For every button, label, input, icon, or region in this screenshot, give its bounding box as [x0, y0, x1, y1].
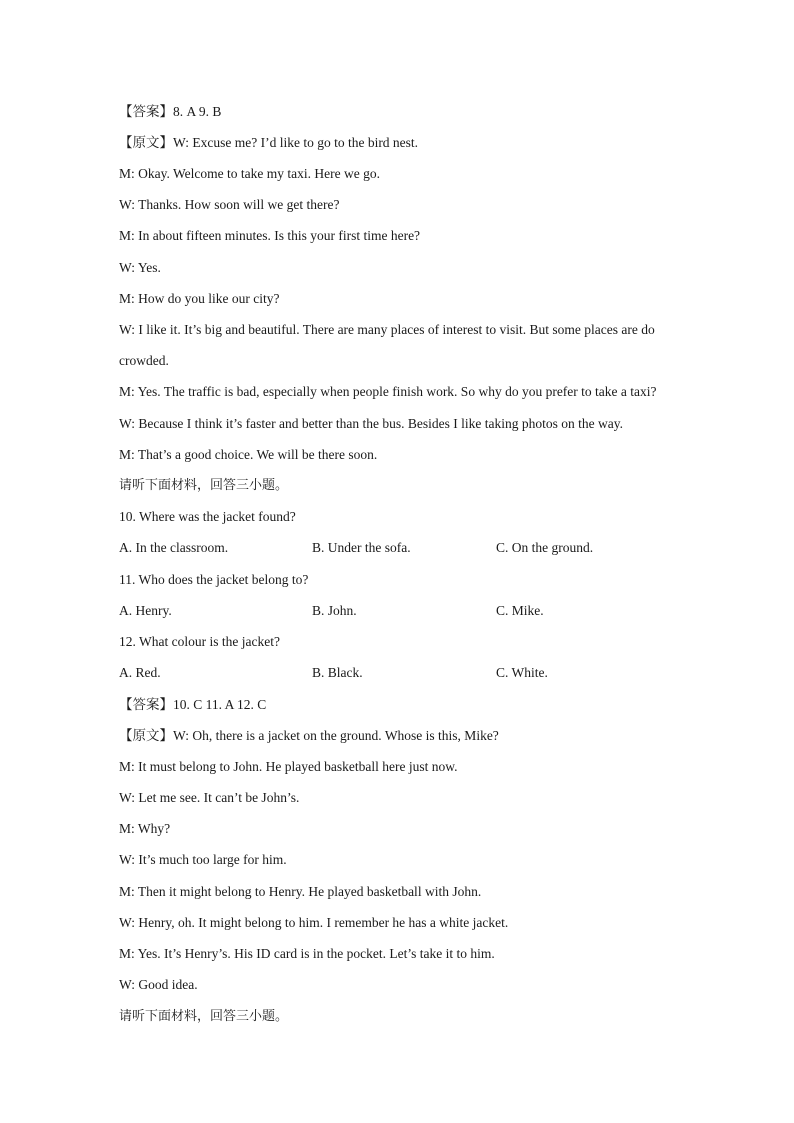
options-row-11 — [119, 601, 679, 621]
transcript-line: M: Okay. Welcome to take my taxi. Here we go. — [119, 166, 380, 181]
option-b: B. John. — [312, 603, 357, 618]
transcript-line: M: That’s a good choice. We will be there soon. — [119, 447, 378, 462]
question-12: 12. What colour is the jacket? — [119, 634, 280, 649]
transcript-line: W: Yes. — [119, 260, 161, 275]
transcript-line: W: Good idea. — [119, 977, 198, 992]
transcript-line: W: Thanks. How soon will we get there? — [119, 197, 340, 212]
transcript-line: M: It must belong to John. He played basketball here just now. — [119, 759, 458, 774]
option-b: B. Black. — [312, 665, 363, 680]
option-a: A. Henry. — [119, 603, 172, 618]
answer-line-10-12: 【答案】10. C 11. A 12. C — [119, 697, 267, 712]
options-row-10 — [119, 538, 679, 558]
question-10: 10. Where was the jacket found? — [119, 509, 296, 524]
transcript-line: M: In about fifteen minutes. Is this your first time here? — [119, 228, 421, 243]
section-instruction: 请听下面材料，回答三小题。 — [119, 1009, 289, 1024]
transcript-line: M: Then it might belong to Henry. He played basketball with John. — [119, 884, 482, 899]
transcript-line: W: Because I think it’s faster and better than the bus. Besides I like taking photos on the way. — [119, 416, 624, 431]
option-a: A. In the classroom. — [119, 540, 229, 555]
section-instruction: 请听下面材料，回答三小题。 — [119, 478, 289, 493]
option-c: C. White. — [496, 665, 548, 680]
transcript-line: M: Yes. The traffic is bad, especially when people finish work. So why do you prefer to take a taxi? — [119, 384, 657, 399]
transcript-line: W: Let me see. It can’t be John’s. — [119, 790, 300, 805]
transcript-line: W: I like it. It’s big and beautiful. There are many places of interest to visit. But some places are do — [119, 322, 655, 337]
transcript-line: W: It’s much too large for him. — [119, 852, 287, 867]
answer-line-8-9: 【答案】8. A 9. B — [119, 104, 222, 119]
transcript-line: W: Henry, oh. It might belong to him. I remember he has a white jacket. — [119, 915, 509, 930]
option-b: B. Under the sofa. — [312, 540, 411, 555]
transcript-line: crowded. — [119, 353, 169, 368]
option-c: C. On the ground. — [496, 540, 594, 555]
transcript-line: 【原文】W: Excuse me? I’d like to go to the bird nest. — [119, 135, 419, 150]
transcript-line: M: How do you like our city? — [119, 291, 280, 306]
transcript-line: M: Yes. It’s Henry’s. His ID card is in the pocket. Let’s take it to him. — [119, 946, 495, 961]
option-a: A. Red. — [119, 665, 161, 680]
transcript-line: M: Why? — [119, 821, 171, 836]
options-row-12 — [119, 663, 679, 683]
question-11: 11. Who does the jacket belong to? — [119, 572, 309, 587]
transcript-line: 【原文】W: Oh, there is a jacket on the ground. Whose is this, Mike? — [119, 728, 499, 743]
option-c: C. Mike. — [496, 603, 544, 618]
